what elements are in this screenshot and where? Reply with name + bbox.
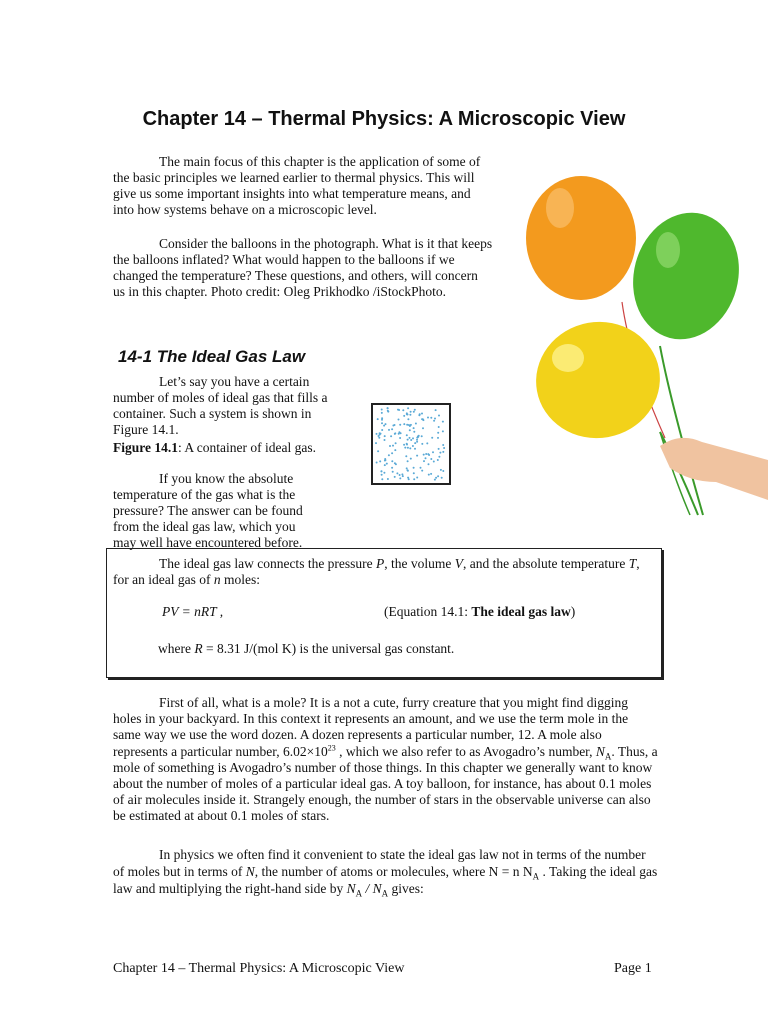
gas-molecule (421, 435, 423, 437)
gas-molecule (437, 459, 439, 461)
gas-molecule (442, 421, 444, 423)
constant-line (158, 641, 454, 657)
gas-molecule (407, 418, 409, 420)
gas-molecule (431, 437, 433, 439)
section-paragraph-1: Let’s say you have a certain number of moles of ideal gas that fills a container. Such a system is shown in Figure 14.1. (113, 374, 328, 437)
gas-molecule (409, 437, 411, 439)
gas-molecule (430, 458, 432, 460)
atoms-text: gives: (388, 880, 424, 896)
gas-molecule (409, 414, 411, 416)
var-r: R (194, 641, 203, 656)
gas-molecule (422, 419, 424, 421)
gas-molecule (381, 422, 383, 424)
atoms-text: , the number of atoms or molecules, where N = n N (254, 863, 533, 879)
var-n-atoms: N (245, 863, 255, 879)
gas-molecule (414, 409, 416, 411)
box-text: , and the absolute temperature (463, 556, 629, 571)
gas-molecule (416, 441, 418, 443)
ratio-symbol: / N (362, 880, 382, 896)
gas-molecule (427, 453, 429, 455)
gas-molecule (391, 428, 393, 430)
gas-molecule (413, 467, 415, 469)
atoms-paragraph (113, 847, 658, 897)
gas-molecule (391, 460, 393, 462)
var-t: T (628, 556, 637, 571)
hand (660, 438, 768, 500)
gas-molecule (434, 418, 436, 420)
gas-molecule (442, 451, 444, 453)
gas-molecule (384, 435, 386, 437)
gas-molecule (435, 409, 437, 411)
gas-molecule (409, 429, 411, 431)
gas-molecule (399, 437, 401, 439)
gas-molecule (423, 460, 425, 462)
gas-molecule (406, 424, 408, 426)
gas-molecule (427, 417, 429, 419)
gas-molecule (418, 435, 420, 437)
gas-molecule (377, 450, 379, 452)
gas-molecule (392, 425, 394, 427)
gas-molecule (385, 423, 387, 425)
gas-molecule (416, 455, 418, 457)
gas-molecule (383, 425, 385, 427)
gas-molecule (433, 461, 435, 463)
gas-molecule (410, 458, 412, 460)
gas-molecule (376, 462, 378, 464)
gas-molecule (404, 447, 406, 449)
gas-molecule (416, 439, 418, 441)
figure-caption (113, 440, 353, 456)
gas-molecule (381, 409, 383, 411)
where-text: = 8.31 J/(mol K) is the universal gas constant. (202, 641, 455, 656)
figure-caption-text: : A container of ideal gas. (178, 440, 316, 455)
mole-paragraph (113, 695, 658, 825)
gas-molecule (391, 467, 393, 469)
gas-molecule (381, 417, 383, 419)
subscript: A (355, 888, 363, 899)
gas-molecule (425, 453, 427, 455)
gas-molecule (399, 424, 401, 426)
gas-molecule (384, 439, 386, 441)
var-n: n (213, 572, 221, 587)
gas-molecule (414, 448, 416, 450)
equation (162, 604, 223, 620)
gas-molecule (402, 409, 404, 411)
gas-molecule (398, 431, 400, 433)
gas-molecule (414, 442, 416, 444)
box-text: moles: (220, 572, 260, 587)
box-text: The ideal gas law connects the pressure (159, 556, 377, 571)
gas-molecule (376, 433, 378, 435)
gas-molecule (386, 463, 388, 465)
yellow-balloon (527, 312, 669, 448)
gas-molecule (406, 467, 408, 469)
gas-molecule (420, 467, 422, 469)
gas-molecule (387, 410, 389, 412)
exponent: 23 (327, 743, 336, 753)
gas-molecule (425, 457, 427, 459)
section-paragraph-2 (113, 471, 493, 551)
var-v: V (454, 556, 464, 571)
section-heading: 14-1 The Ideal Gas Law (118, 347, 306, 366)
balloons-photo (520, 170, 768, 520)
gas-molecule (423, 454, 425, 456)
avogadro-symbol: N (595, 743, 605, 759)
gas-molecule (388, 429, 390, 431)
gas-molecule (432, 451, 434, 453)
mole-text: , which we also refer to as Avogadro’s number, (335, 743, 596, 759)
gas-molecule (395, 442, 397, 444)
gas-molecule (379, 460, 381, 462)
gas-molecule (412, 437, 414, 439)
subscript: A (604, 751, 612, 762)
gas-molecule (437, 432, 439, 434)
gas-molecule (389, 445, 391, 447)
gas-molecule (421, 443, 423, 445)
subscript: A (532, 871, 540, 882)
gas-molecule (412, 445, 414, 447)
gas-molecule (438, 426, 440, 428)
gas-molecule (375, 442, 377, 444)
gas-molecule (409, 447, 411, 449)
gas-molecule (442, 430, 444, 432)
gas-molecule (394, 449, 396, 451)
gas-molecule (421, 413, 423, 415)
gas-molecule (403, 423, 405, 425)
gas-molecule (403, 415, 405, 417)
gas-molecule (428, 463, 430, 465)
gas-molecule (406, 413, 408, 415)
mole-text: . Thus, a mole of something is Avogadro’s number of those things. In this chapter we generally want to know about the number of moles of a particular ideal gas. A toy balloon, for instance, has about 0.1 moles of air molecules inside it. Strangely enough, the number of stars in the observable universe can also be estimated at about 0.1 moles of stars. (113, 743, 658, 824)
gas-molecule (413, 431, 415, 433)
gas-molecule (413, 411, 415, 413)
intro-paragraph-2: Consider the balloons in the photograph. What is it that keeps the balloons inflated? What would happen to the balloons if we changed the temperature? These questions, and others, will concern us in this chapter. Photo credit: Oleg Prikhodko /iStockPhoto. (113, 236, 493, 299)
chapter-title: Chapter 14 – Thermal Physics: A Microscopic View (142, 108, 626, 130)
gas-molecule (430, 417, 432, 419)
gas-molecule (439, 452, 441, 454)
gas-molecule (407, 407, 409, 409)
gas-molecule (384, 458, 386, 460)
gas-molecule (398, 409, 400, 411)
gas-molecule (394, 432, 396, 434)
gas-molecule (422, 427, 424, 429)
gas-molecule (407, 460, 409, 462)
box-intro (113, 556, 653, 588)
gas-molecule (379, 432, 381, 434)
box-text: , the volume (384, 556, 455, 571)
gas-molecule (388, 454, 390, 456)
equation-text: PV = nRT , (162, 604, 224, 619)
atoms-text: . Taking the ideal gas law and multiplying the right-hand side by (113, 863, 658, 896)
mole-text: First of all, what is a mole? It is a not a cute, furry creature that you might find digging holes in your backyard. In this context it represents an amount, and we use the term mole in the same way we use the word dozen. A dozen represents a particular number, 12. A mole also represents a particular number, 6.02×10 (113, 695, 629, 759)
gas-molecule (410, 411, 412, 413)
gas-molecule (384, 464, 386, 466)
gas-molecule (407, 439, 409, 441)
gas-molecule (378, 435, 380, 437)
gas-molecule (377, 418, 379, 420)
gas-molecule (403, 444, 405, 446)
gas-molecule (406, 443, 408, 445)
var-p: P (376, 556, 385, 571)
gas-molecule (413, 427, 415, 429)
figure-label: Figure 14.1 (113, 440, 178, 455)
gas-molecule (406, 434, 408, 436)
equation-label-text: (Equation 14.1: (384, 604, 472, 619)
gas-molecule (409, 425, 411, 427)
equation-label-text: ) (570, 604, 576, 619)
gas-molecule (443, 447, 445, 449)
gas-molecule (437, 437, 439, 439)
gas-molecule (438, 415, 440, 417)
box-text: , for an ideal gas of (113, 556, 640, 587)
atoms-text: In physics we often find it convenient to state the ideal gas law not in terms of the number of moles but in terms of (113, 847, 646, 879)
gas-molecule (390, 435, 392, 437)
question-text: If you know the absolute temperature of the gas what is the pressure? The answer can be found from the ideal gas law, which you may well have encountered before. (113, 471, 303, 550)
gas-molecule (394, 462, 396, 464)
gas-molecule (387, 407, 389, 409)
where-text: where (158, 641, 195, 656)
green-balloon (619, 201, 753, 352)
gas-molecule (442, 444, 444, 446)
gas-molecule (415, 423, 417, 425)
gas-molecule (381, 412, 383, 414)
orange-balloon (526, 176, 636, 300)
gas-molecule (381, 429, 383, 431)
gas-molecule (438, 456, 440, 458)
intro-paragraph-1: The main focus of this chapter is the application of some of the basic principles we learned earlier to thermal physics. This will give us some important insights into what temperature means, and into how systems behave on a microscopic level. (113, 154, 481, 217)
gas-molecule (418, 414, 420, 416)
gas-molecule (426, 442, 428, 444)
equation-label-bold: The ideal gas law (471, 604, 571, 619)
gas-molecule (433, 420, 435, 422)
equation-label (384, 604, 575, 620)
gas-molecule (410, 439, 412, 441)
ratio-symbol: N (346, 880, 356, 896)
gas-molecule (398, 419, 400, 421)
gas-molecule (438, 448, 440, 450)
gas-molecule (391, 452, 393, 454)
footer-page-number: Page 1 (614, 961, 652, 976)
gas-molecule (405, 455, 407, 457)
gas-molecule (378, 437, 380, 439)
subscript: A (381, 888, 389, 899)
gas-molecule (392, 445, 394, 447)
gas-molecule (407, 447, 409, 449)
footer-chapter: Chapter 14 – Thermal Physics: A Microscopic View (113, 961, 405, 976)
